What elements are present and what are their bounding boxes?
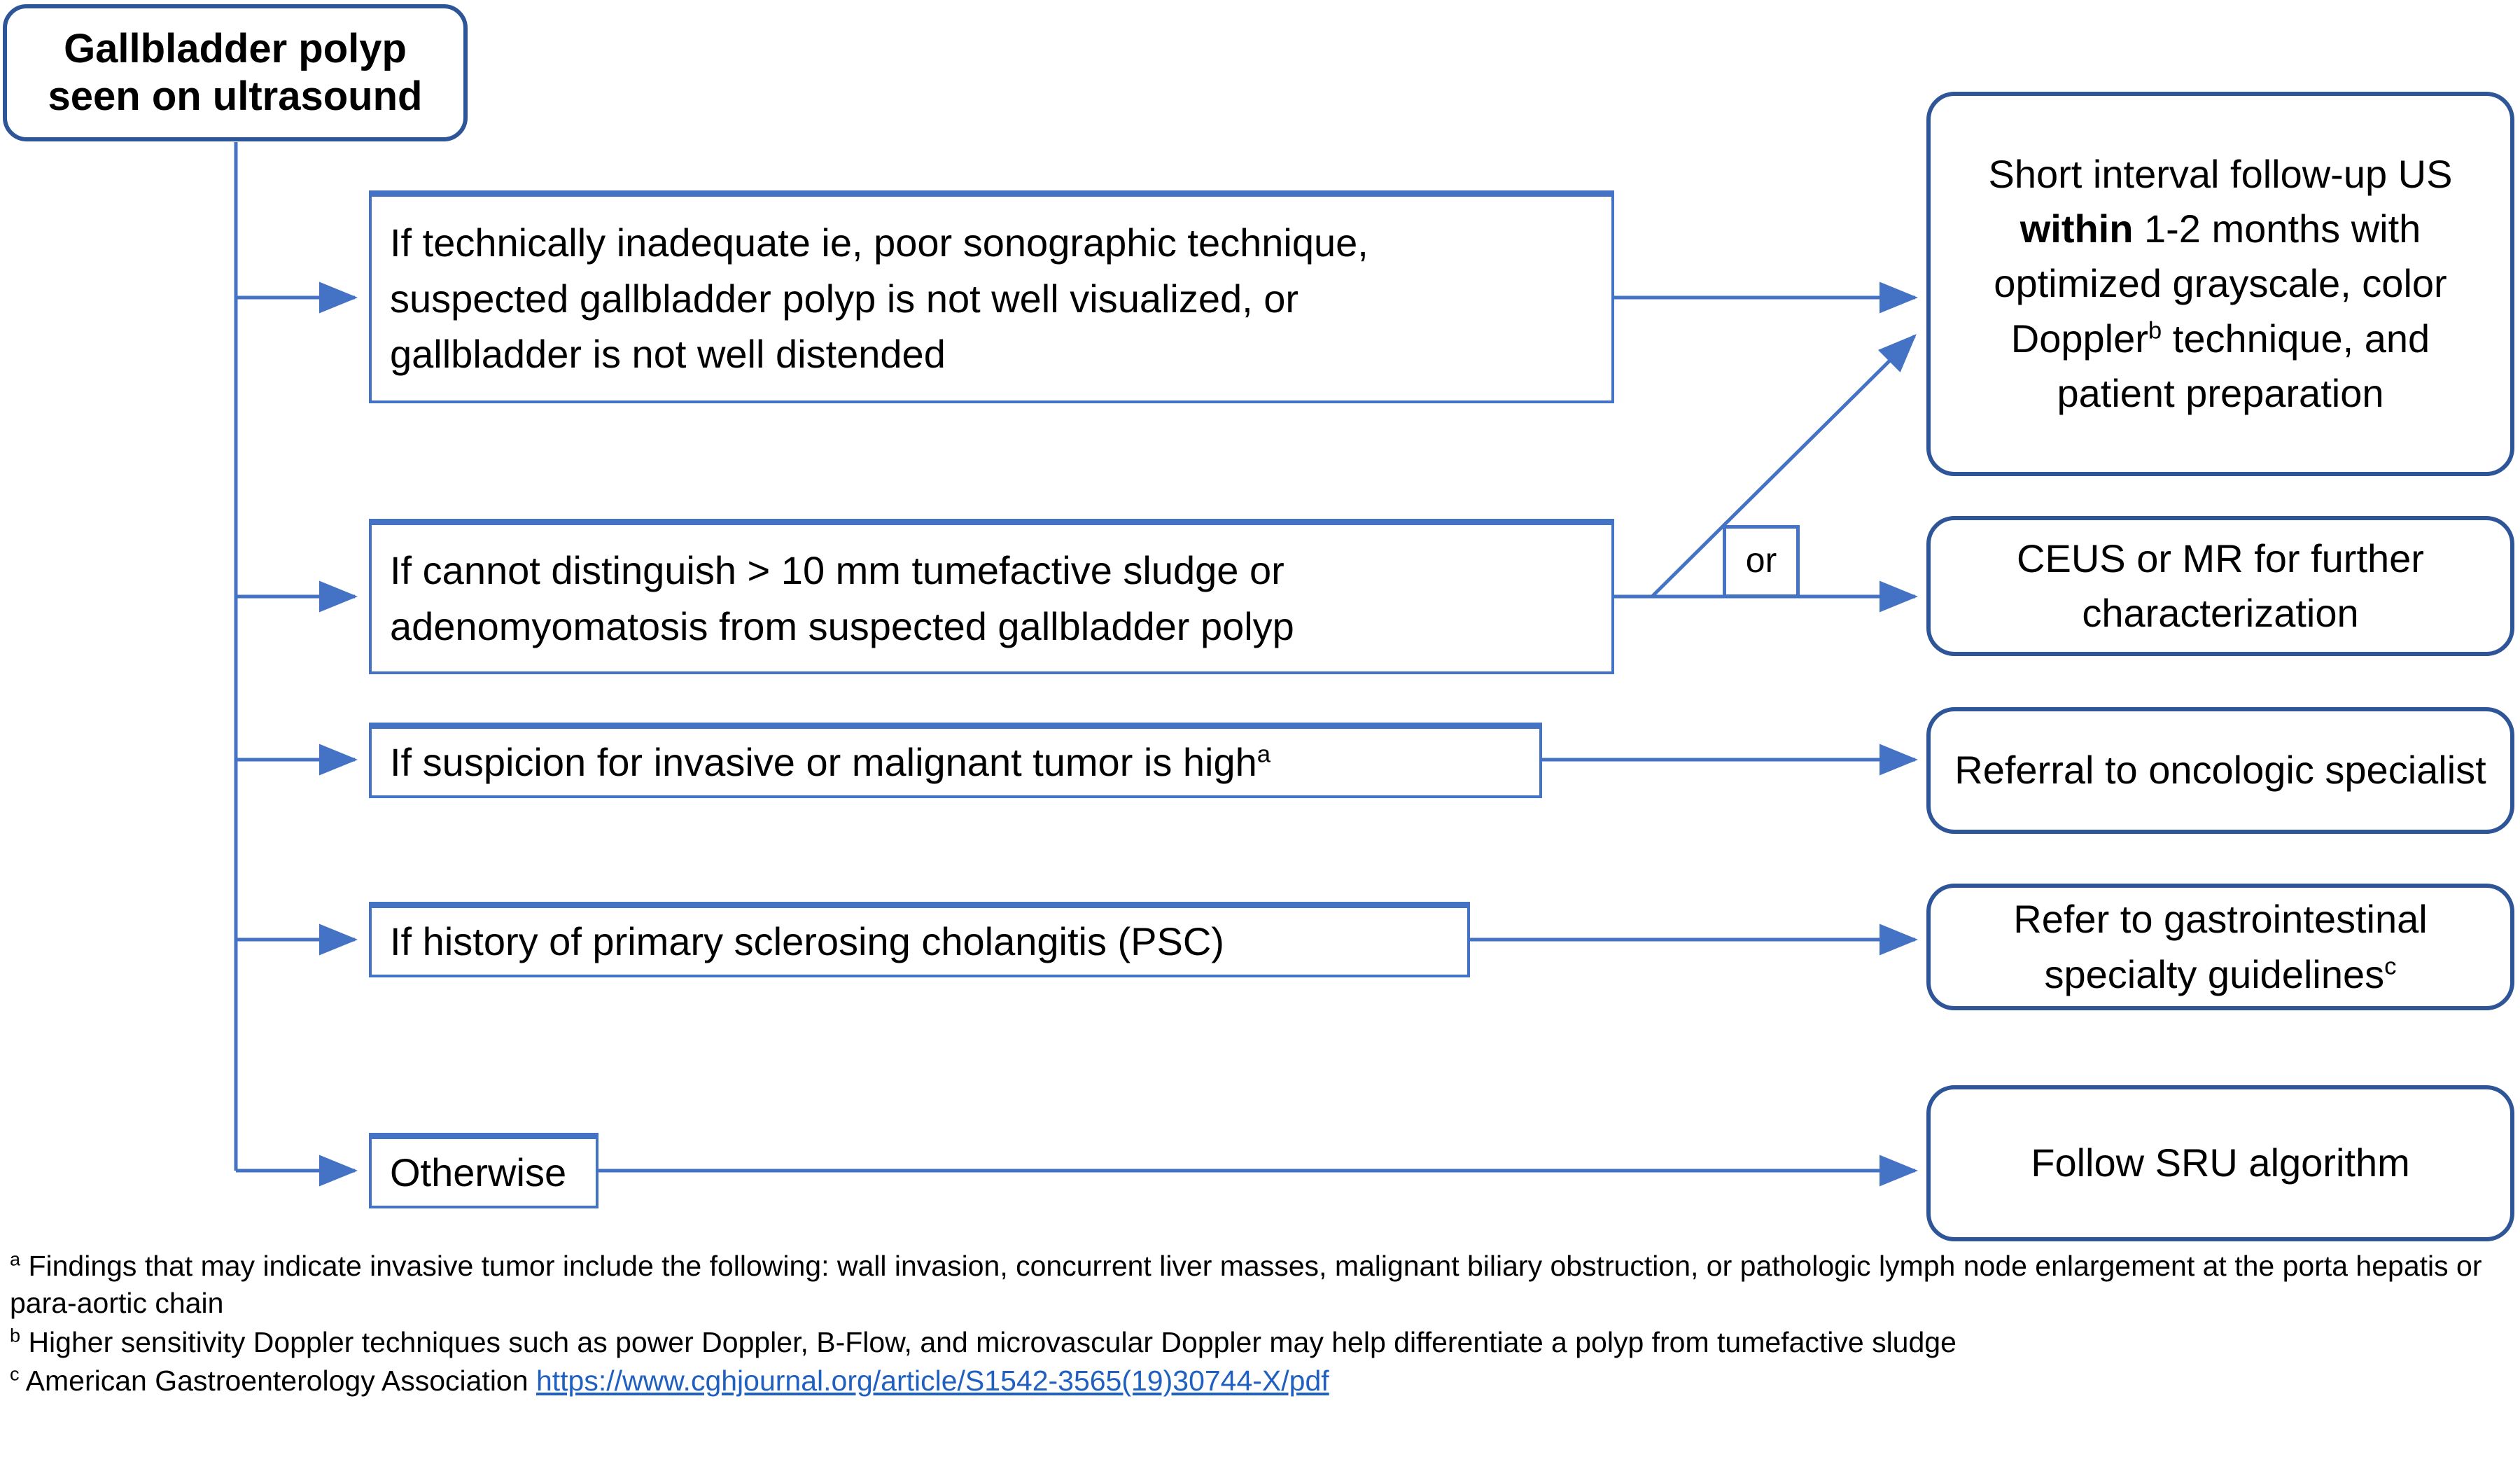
condition-4-label: If history of primary sclerosing cholangitis (PSC) (390, 919, 1224, 963)
outcome-3-text: Referral to oncologic specialist (1954, 748, 2486, 793)
condition-2-line-2: adenomyomatosis from suspected gallbladder polyp (390, 604, 1294, 648)
outcome-follow-sru[interactable] (1926, 1085, 2514, 1241)
footnote-c-text: American Gastroenterology Association (25, 1364, 536, 1397)
footnote-a-text: Findings that may indicate invasive tumor include the following: wall invasion, concurrent liver masses, malignant biliary obstruction, or pathologic lymph node enlargement at the porta hepatis or para-aortic chain (10, 1250, 2482, 1320)
start-node-line-2: seen on ultrasound (48, 74, 423, 119)
condition-5-label: Otherwise (390, 1150, 567, 1194)
condition-history-psc[interactable] (369, 902, 1470, 977)
outcome-gi-guidelines[interactable] (1926, 884, 2514, 1010)
condition-1-line-1: If technically inadequate ie, poor sonographic technique, (390, 221, 1368, 265)
outcome-1-segment-3: technique, and patient preparation (2057, 316, 2430, 416)
footnote-a-mark: a (10, 1248, 21, 1270)
footnote-a (10, 1248, 2516, 1323)
outcome-1-segment-2: 1-2 months with optimized grayscale, color Doppler (1994, 206, 2447, 361)
footnote-c-mark: c (10, 1363, 20, 1385)
condition-suspicion-malignant[interactable] (369, 723, 1542, 798)
outcome-1-footnote-mark: b (2148, 317, 2162, 344)
outcome-1-bold-within: within (2019, 206, 2134, 251)
footnote-b-mark: b (10, 1324, 21, 1346)
condition-3-footnote-mark: a (1256, 741, 1271, 768)
start-node-gallbladder-polyp[interactable] (3, 4, 468, 141)
outcome-oncologic-referral[interactable] (1926, 707, 2514, 834)
start-node-line-1: Gallbladder polyp (64, 25, 407, 71)
or-connector-label (1723, 525, 1800, 598)
condition-cannot-distinguish[interactable] (369, 519, 1614, 674)
outcome-5-text: Follow SRU algorithm (2031, 1141, 2410, 1185)
or-label-text: or (1745, 541, 1777, 580)
footnote-c (10, 1362, 2516, 1400)
outcome-4-text: Refer to gastrointestinal specialty guidelines (2013, 897, 2428, 996)
condition-1-line-2: suspected gallbladder polyp is not well visualized, or (390, 276, 1299, 321)
condition-3-label: If suspicion for invasive or malignant tumor is high (390, 739, 1257, 784)
outcome-short-interval-followup[interactable] (1926, 92, 2514, 476)
footnote-c-link[interactable]: https://www.cghjournal.org/article/S1542-3565(19)30744-X/pdf (536, 1364, 1329, 1397)
condition-2-line-1: If cannot distinguish > 10 mm tumefactive sludge or (390, 548, 1284, 592)
outcome-4-footnote-mark: c (2384, 952, 2397, 980)
footnote-b (10, 1324, 2516, 1361)
condition-otherwise[interactable] (369, 1133, 598, 1208)
footnote-b-text: Higher sensitivity Doppler techniques such as power Doppler, B-Flow, and microvascular Doppler may help differentiate a polyp from tumefactive sludge (28, 1325, 1956, 1358)
condition-technically-inadequate[interactable] (369, 190, 1614, 403)
outcome-1-segment-1: Short interval follow-up US (1988, 151, 2453, 196)
outcome-2-text: CEUS or MR for further characterization (2017, 536, 2424, 635)
outcome-ceus-or-mr[interactable] (1926, 516, 2514, 656)
condition-1-line-3: gallbladder is not well distended (390, 332, 946, 377)
footnotes-block (10, 1248, 2516, 1401)
